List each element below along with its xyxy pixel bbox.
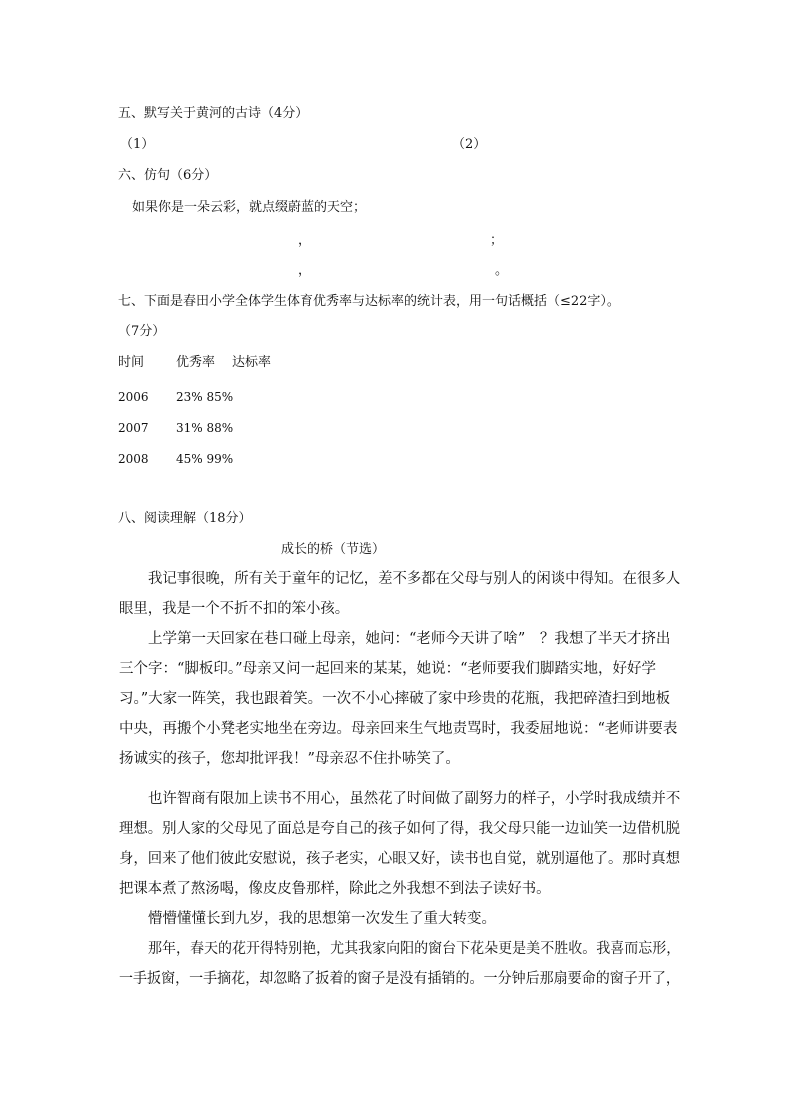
table-row-2007-year: 2007 <box>118 421 149 435</box>
q7-heading: 七、下面是春田小学全体学生体育优秀率与达标率的统计表，用一句话概括（≤22字）。 <box>118 294 620 309</box>
paragraph-line: 身，回来了他们彼此安慰说，孩子老实，心眼又好，读书也自觉，就别逼他了。那时真想 <box>119 851 680 867</box>
paragraph-line: 那年，春天的花开得特别艳，尤其我家向阳的窗台下花朵更是美不胜收。我喜而忘形， <box>148 941 681 957</box>
q6-row2-period: 。 <box>495 263 509 278</box>
table-row-2006-year: 2006 <box>118 390 149 404</box>
table-row-2007-rates: 31% 88% <box>176 421 234 435</box>
table-row-2008-rates: 45% 99% <box>176 452 234 466</box>
q7-points: （7分） <box>118 324 166 339</box>
q6-row1-semicolon: ； <box>490 233 504 248</box>
q6-heading: 六、仿句（6分） <box>118 168 218 183</box>
paragraph-line: 扬诚实的孩子，您却批评我！”母亲忍不住扑哧笑了。 <box>119 751 460 767</box>
passage-title: 成长的桥（节选） <box>281 542 386 557</box>
table-header-pass-rate: 达标率 <box>232 355 272 370</box>
paragraph-line: 一手扳窗，一手摘花，却忽略了扳着的窗子是没有插销的。一分钟后那扇要命的窗子开了， <box>119 971 680 987</box>
paragraph-line: 三个字：“脚板印。”母亲又问一起回来的某某，她说：“老师要我们脚踏实地，好好学 <box>119 661 656 677</box>
passage-paragraph-5 <box>119 934 699 994</box>
paragraph-line: 眼里，我是一个不折不扣的笨小孩。 <box>119 601 350 617</box>
paragraph-line: 懵懵懂懂长到九岁，我的思想第一次发生了重大转变。 <box>148 911 496 927</box>
table-header-time: 时间 <box>118 355 145 370</box>
q8-heading: 八、阅读理解（18分） <box>118 511 252 526</box>
paragraph-line: 上学第一天回家在巷口碰上母亲，她问：“老师今天讲了啥” ？我想了半天才挤出 <box>148 631 671 647</box>
paragraph-line: 中央，再搬个小凳老实地坐在旁边。母亲回来生气地责骂时，我委屈地说：“老师讲要表 <box>119 721 678 737</box>
q5-heading: 五、默写关于黄河的古诗（4分） <box>118 106 309 121</box>
passage-paragraph-3 <box>119 784 685 904</box>
passage-paragraph-4 <box>148 904 496 934</box>
q6-row2-comma: ， <box>298 263 312 278</box>
passage-paragraph-2 <box>119 624 678 774</box>
passage-paragraph-1 <box>119 564 685 624</box>
table-row-2008-year: 2008 <box>118 452 149 466</box>
paragraph-line: 把课本煮了熬汤喝，像皮皮鲁那样，除此之外我想不到法子读好书。 <box>119 881 551 897</box>
paragraph-line: 我记事很晚，所有关于童年的记忆，差不多都在父母与别人的闲谈中得知。在很多人 <box>148 571 681 587</box>
paragraph-line: 也许智商有限加上读书不用心，虽然花了时间做了副努力的样子，小学时我成绩并不 <box>148 791 681 807</box>
paragraph-line: 理想。别人家的父母见了面总是夸自己的孩子如何了得，我父母只能一边讪笑一边借机脱 <box>119 821 680 837</box>
table-row-2006-rates: 23% 85% <box>176 390 234 404</box>
q6-row1-comma: ， <box>298 233 312 248</box>
q5-blank-1-label: （1） <box>120 137 155 152</box>
paragraph-line: 习。”大家一阵笑，我也跟着笑。一次不小心摔破了家中珍贵的花瓶，我把碎渣扫到地板 <box>119 691 671 707</box>
table-header-excellent-rate: 优秀率 <box>176 355 216 370</box>
q6-prompt: 如果你是一朵云彩，就点缀蔚蓝的天空； <box>132 200 367 215</box>
q5-blank-2-label: （2） <box>452 137 487 152</box>
